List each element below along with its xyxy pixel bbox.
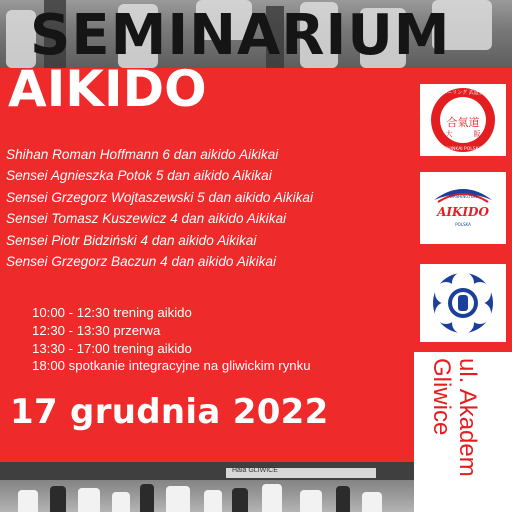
svg-text:POLSKA: POLSKA: [455, 222, 471, 227]
title-seminarium: SEMINARIUM: [30, 3, 451, 68]
address-panel: [414, 352, 512, 512]
logo-flower: [420, 264, 506, 342]
instructor-item: Sensei Piotr Bidziński 4 dan aikido Aikikai: [6, 232, 257, 248]
training-hall-photo: [0, 462, 414, 512]
svg-text:AIKIDO: AIKIDO: [437, 205, 489, 219]
instructor-item: Sensei Grzegorz Wojtaszewski 5 dan aikido Aikikai: [6, 189, 313, 205]
schedule-item: 10:00 - 12:30 trening aikido: [32, 305, 192, 320]
svg-text:WASHINGTON: WASHINGTON: [449, 194, 477, 199]
svg-text:大: 大: [445, 130, 453, 138]
schedule-list: [32, 304, 311, 375]
schedule-item: 18:00 spotkanie integracyjne na gliwickim rynku: [32, 358, 311, 374]
svg-text:SHINKAI POLSKA: SHINKAI POLSKA: [444, 147, 482, 152]
event-date: 17 grudnia 2022: [10, 392, 329, 432]
instructor-item: Sensei Agnieszka Potok 5 dan aikido Aikikai: [6, 168, 272, 184]
address-street: ul. Akadem: [454, 358, 481, 477]
schedule-item: 12:30 - 13:30 przerwa: [32, 322, 161, 338]
logo-shinkai: [420, 84, 506, 156]
kanji-seal-logo-icon: [420, 84, 506, 156]
svg-text:阪: 阪: [473, 130, 481, 138]
instructor-item: Sensei Tomasz Kuszewicz 4 dan aikido Aikikai: [6, 211, 287, 227]
instructor-list: [6, 144, 416, 272]
instructor-item: Shihan Roman Hoffmann 6 dan aikido Aikikai: [6, 147, 279, 162]
logo-aikido-wave: [420, 172, 506, 244]
hall-banner-text: Hala GLIWICE: [232, 467, 278, 474]
title-aikido: AIKIDO: [8, 60, 207, 118]
aikido-wave-logo-icon: [420, 172, 506, 244]
instructor-item: Sensei Grzegorz Baczun 4 dan aikido Aikikai: [6, 254, 277, 270]
schedule-item: 13:30 - 17:00 trening aikido: [32, 340, 192, 356]
svg-text:ホーリング 武道会: ホーリング 武道会: [442, 90, 484, 96]
address-city: Gliwice: [428, 358, 455, 436]
svg-text:合氣道: 合氣道: [446, 116, 480, 129]
blue-flower-logo-icon: [420, 264, 506, 342]
